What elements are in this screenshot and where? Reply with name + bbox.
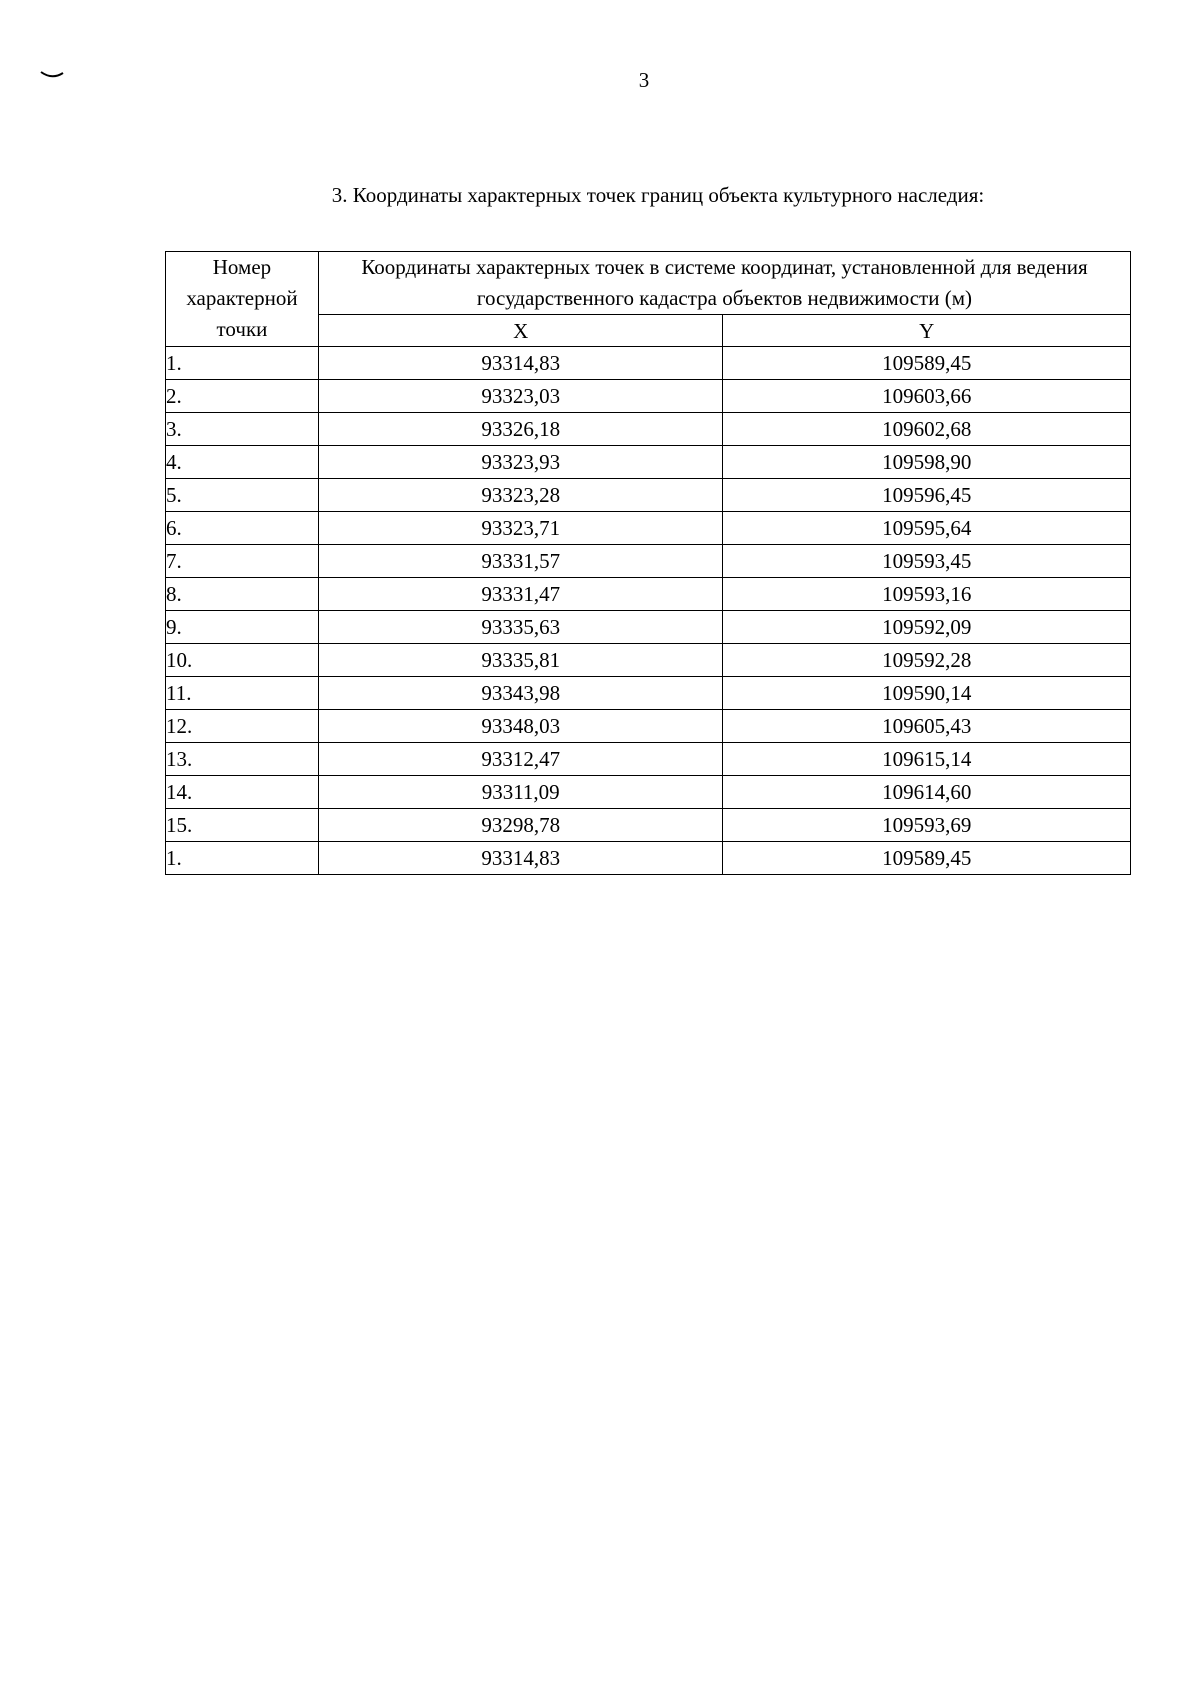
point-number-cell: 2. bbox=[166, 380, 319, 413]
y-coordinate-cell: 109593,69 bbox=[723, 809, 1131, 842]
table-row bbox=[166, 677, 1131, 710]
x-coordinate-cell: 93314,83 bbox=[318, 842, 723, 875]
table-row bbox=[166, 842, 1131, 875]
y-coordinate-cell: 109596,45 bbox=[723, 479, 1131, 512]
page-number: 3 bbox=[638, 68, 650, 92]
point-number-cell: 13. bbox=[166, 743, 319, 776]
point-number-cell: 10. bbox=[166, 644, 319, 677]
point-number-cell: 8. bbox=[166, 578, 319, 611]
table-row bbox=[166, 479, 1131, 512]
table-row bbox=[166, 545, 1131, 578]
x-coordinate-cell: 93323,03 bbox=[318, 380, 723, 413]
y-coordinate-cell: 109595,64 bbox=[723, 512, 1131, 545]
x-coordinate-cell: 93323,28 bbox=[318, 479, 723, 512]
table-row bbox=[166, 644, 1131, 677]
point-number-cell: 11. bbox=[166, 677, 319, 710]
y-coordinate-cell: 109615,14 bbox=[723, 743, 1131, 776]
y-coordinate-cell: 109589,45 bbox=[723, 347, 1131, 380]
point-number-cell: 12. bbox=[166, 710, 319, 743]
header-x: X bbox=[318, 315, 723, 347]
x-coordinate-cell: 93326,18 bbox=[318, 413, 723, 446]
table-row bbox=[166, 413, 1131, 446]
table-row bbox=[166, 347, 1131, 380]
table-row bbox=[166, 512, 1131, 545]
table-row bbox=[166, 776, 1131, 809]
x-coordinate-cell: 93331,57 bbox=[318, 545, 723, 578]
x-coordinate-cell: 93335,81 bbox=[318, 644, 723, 677]
x-coordinate-cell: 93343,98 bbox=[318, 677, 723, 710]
table-row bbox=[166, 809, 1131, 842]
y-coordinate-cell: 109603,66 bbox=[723, 380, 1131, 413]
table-row bbox=[166, 611, 1131, 644]
x-coordinate-cell: 93311,09 bbox=[318, 776, 723, 809]
y-coordinate-cell: 109590,14 bbox=[723, 677, 1131, 710]
point-number-cell: 7. bbox=[166, 545, 319, 578]
point-number-cell: 5. bbox=[166, 479, 319, 512]
table-row bbox=[166, 578, 1131, 611]
point-number-cell: 15. bbox=[166, 809, 319, 842]
x-coordinate-cell: 93323,93 bbox=[318, 446, 723, 479]
point-number-cell: 6. bbox=[166, 512, 319, 545]
x-coordinate-cell: 93314,83 bbox=[318, 347, 723, 380]
y-coordinate-cell: 109602,68 bbox=[723, 413, 1131, 446]
point-number-cell: 9. bbox=[166, 611, 319, 644]
coordinates-table bbox=[165, 251, 1131, 875]
table-row bbox=[166, 743, 1131, 776]
y-coordinate-cell: 109614,60 bbox=[723, 776, 1131, 809]
y-coordinate-cell: 109605,43 bbox=[723, 710, 1131, 743]
point-number-cell: 3. bbox=[166, 413, 319, 446]
header-y: Y bbox=[723, 315, 1131, 347]
y-coordinate-cell: 109592,09 bbox=[723, 611, 1131, 644]
header-coordinates: Координаты характерных точек в системе координат, установленной для ведения государственного кадастра объектов недвижимости (м) bbox=[318, 252, 1130, 315]
point-number-cell: 1. bbox=[166, 347, 319, 380]
section-title: 3. Координаты характерных точек границ объекта культурного наследия: bbox=[331, 183, 985, 207]
table-row bbox=[166, 446, 1131, 479]
x-coordinate-cell: 93348,03 bbox=[318, 710, 723, 743]
y-coordinate-cell: 109593,45 bbox=[723, 545, 1131, 578]
table-row bbox=[166, 710, 1131, 743]
y-coordinate-cell: 109589,45 bbox=[723, 842, 1131, 875]
table-row bbox=[166, 380, 1131, 413]
x-coordinate-cell: 93331,47 bbox=[318, 578, 723, 611]
x-coordinate-cell: 93298,78 bbox=[318, 809, 723, 842]
x-coordinate-cell: 93323,71 bbox=[318, 512, 723, 545]
x-coordinate-cell: 93312,47 bbox=[318, 743, 723, 776]
y-coordinate-cell: 109592,28 bbox=[723, 644, 1131, 677]
point-number-cell: 1. bbox=[166, 842, 319, 875]
y-coordinate-cell: 109593,16 bbox=[723, 578, 1131, 611]
x-coordinate-cell: 93335,63 bbox=[318, 611, 723, 644]
y-coordinate-cell: 109598,90 bbox=[723, 446, 1131, 479]
header-point-number: Номер характерной точки bbox=[166, 252, 319, 347]
point-number-cell: 4. bbox=[166, 446, 319, 479]
table-body bbox=[166, 347, 1131, 875]
point-number-cell: 14. bbox=[166, 776, 319, 809]
